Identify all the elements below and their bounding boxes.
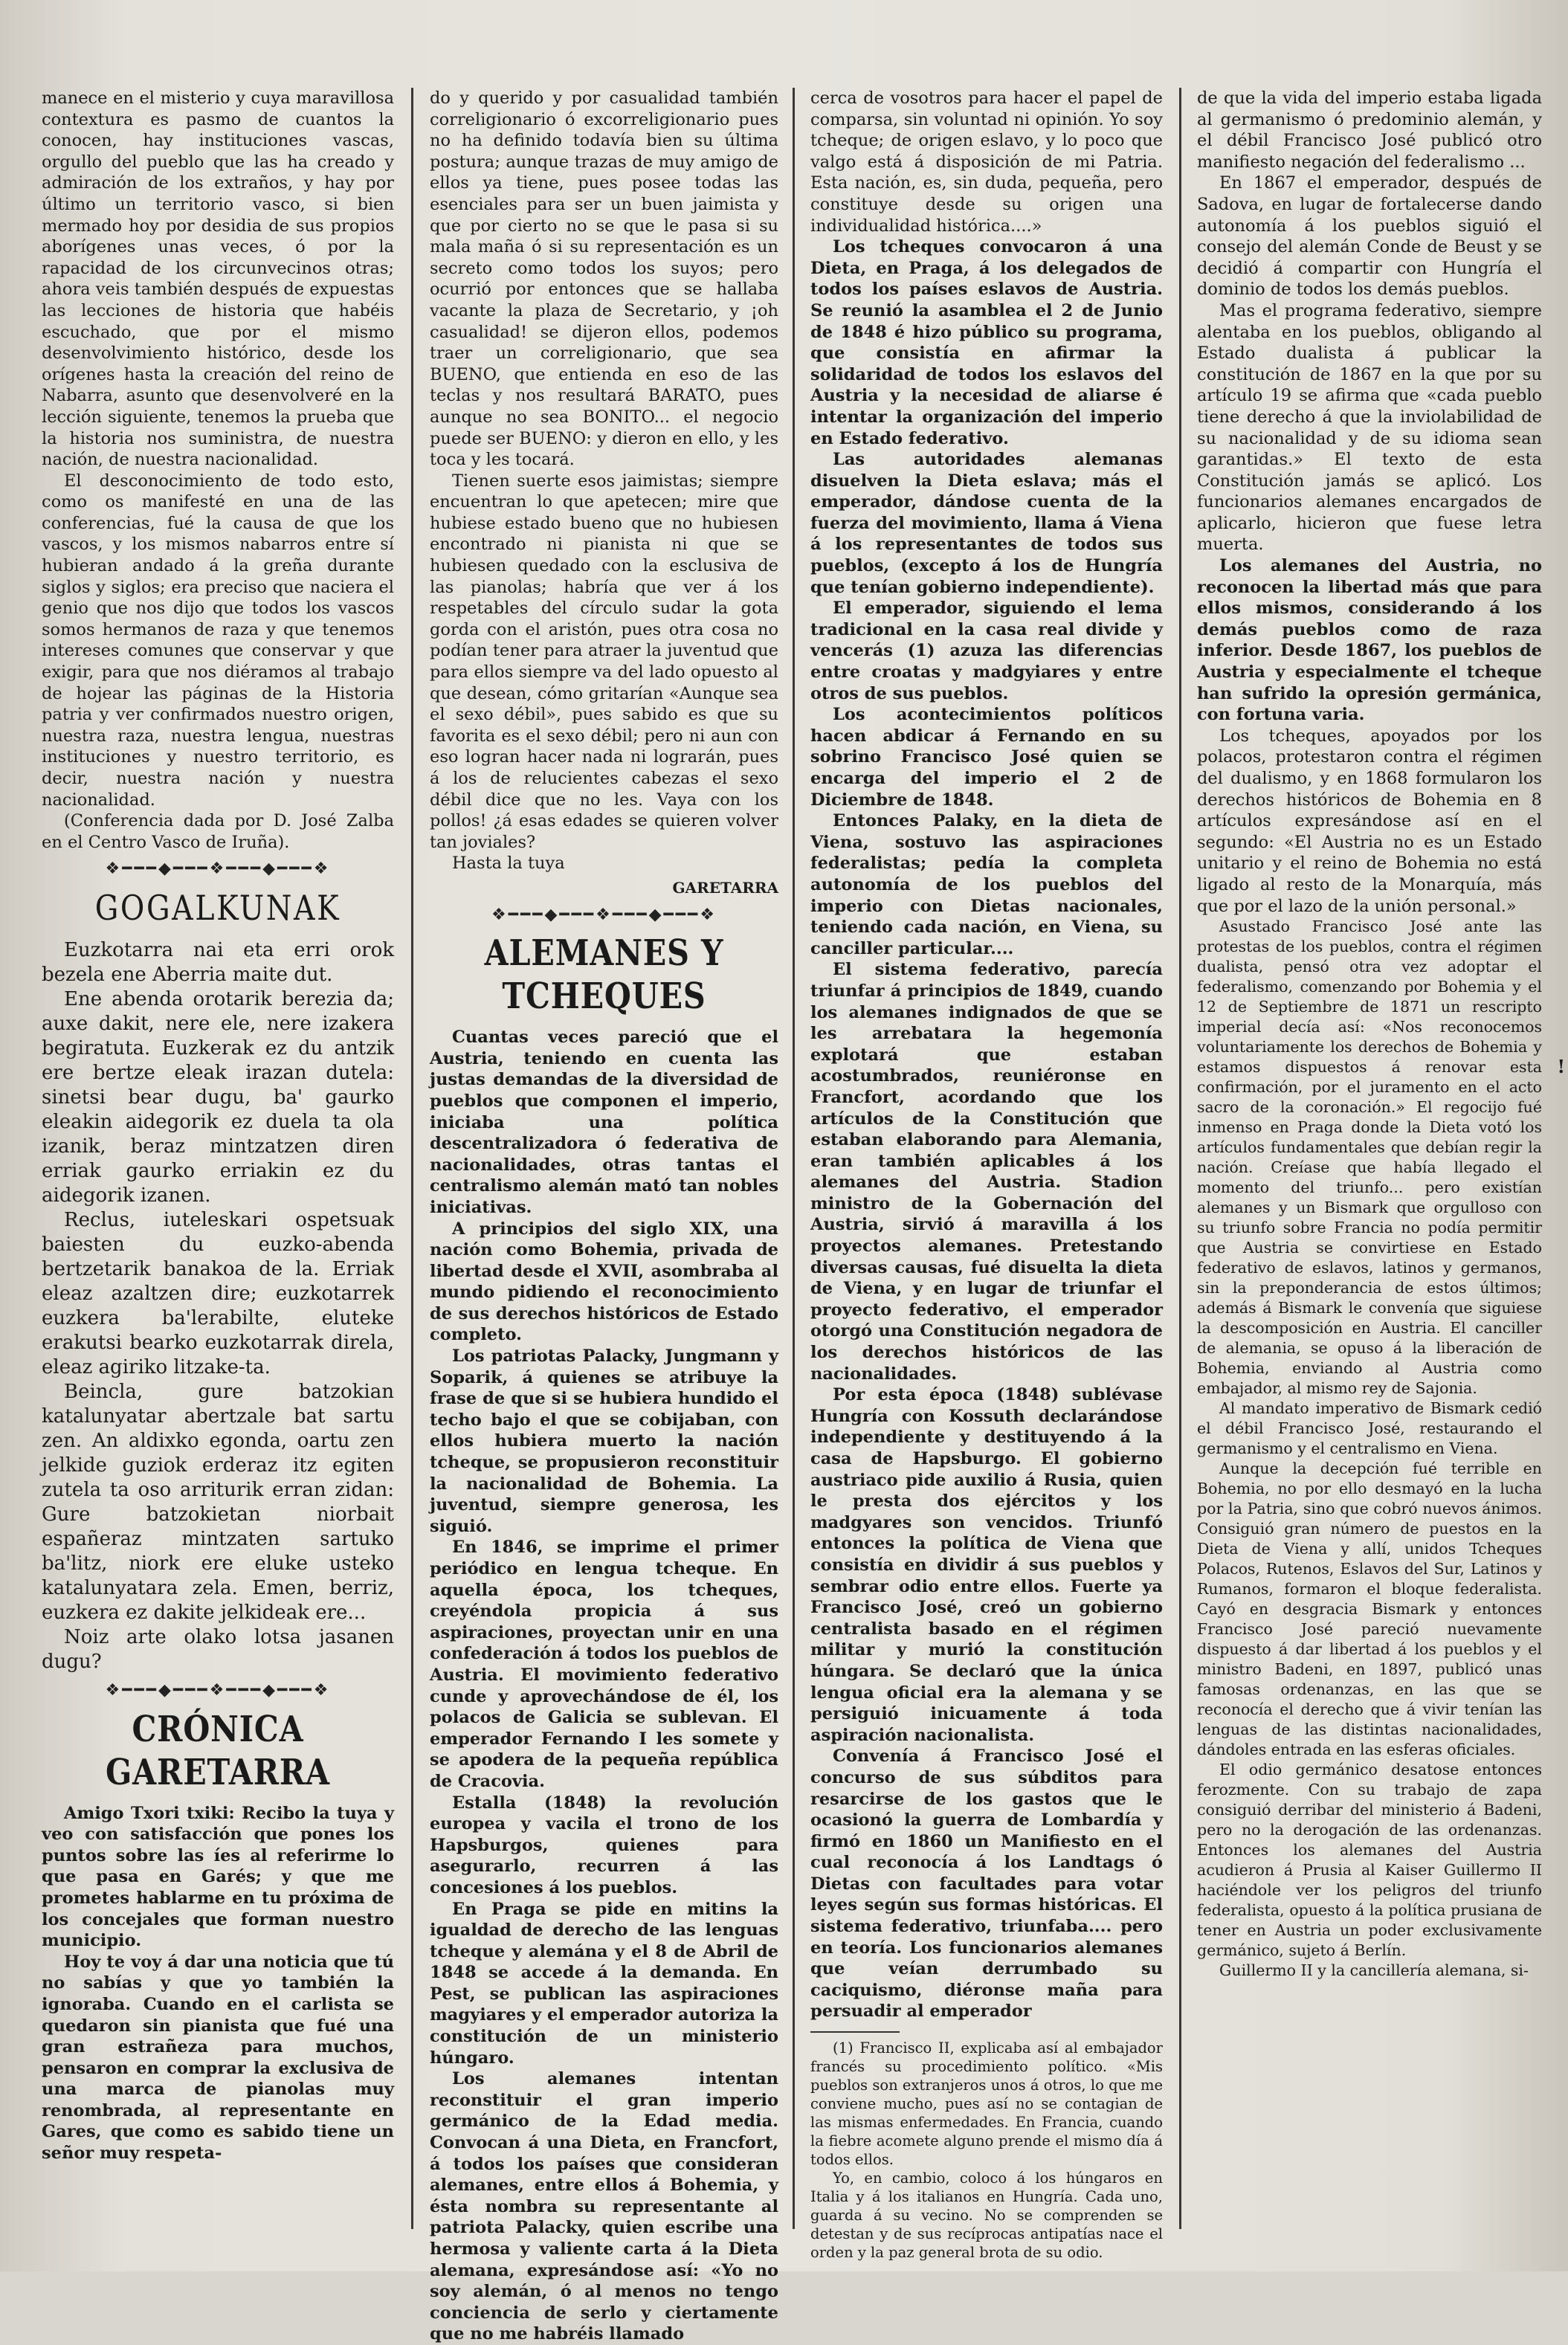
footnote: Yo, en cambio, coloco á los húngaros en Italia y á los italianos en Hungría. Cada uno, guarda á su vecino. No se comprenden se detestan y de sus recíprocas antipatías nace el orden y la paz general brota de su odio. [810, 2170, 1163, 2262]
conference-credit: (Conferencia dada por D. José Zalba en el Centro Vasco de Iruña). [42, 811, 394, 852]
paragraph: do y querido y por casualidad también correligionario ó excorreligionario pues no ha definido todavía bien su última postura; aunque trazas de muy amigo de ellos ya tiene, pues posee todas las esenciales para ser un buen jaimista y que por cierto no se que le pasa si su mala maña ó si su representación es un secreto como todos los suyos; pero ocurrió por entonces que se hallaba vacante la plaza de Secretario, y ¡oh casualidad! se dijeron ellos, podemos traer un correligionario, que sea BUENO, que entienda en eso de las teclas y nos resultará BARATO, pues aunque no sea BONITO... el negocio puede ser BUENO: y dieron en ello, y les toca y les tocará. [430, 88, 778, 470]
column-rule [411, 88, 413, 2229]
paragraph: Ene abenda orotarik berezia da; auxe dakit, nere ele, nere izakera begiratuta. Euzkerak ez du antzik ere bertze eleak irazan dutela: sinetsi bear dugu, ba' gaurko eleakin aidegorik ez duela ta ola izanik, beraz mintzatzen diren erriak gaurko erriakin ez du aidegorik izanen. [42, 987, 394, 1207]
paragraph: Los alemanes del Austria, no reconocen la libertad más que para ellos mismos, considerando á los demás pueblos como de raza inferior. Desde 1867, los pueblos de Austria y especialmente el tcheque han sufrido la opresión germánica, con fortuna varia. [1197, 556, 1542, 725]
paragraph: En Praga se pide en mitins la igualdad de derecho de las lenguas tcheque y alemána y el 8 de Abril de 1848 se accede á la demanda. En Pest, se publican las aspiraciones magyiares y el emperador autoriza la constitución de un ministerio húngaro. [430, 1899, 778, 2068]
column-rule [793, 88, 795, 2229]
paragraph: Asustado Francisco José ante las protestas de los pueblos, contra el régimen dualista, pensó otra vez adoptar el federalismo, comenzando por Bohemia y el 12 de Septiembre de 1871 un rescripto imperial decía así: «Nos reconocemos voluntariamente los derechos de Bohemia y estamos dispuestos á renovar esta confirmación, por el juramento en el acto sacro de la coronación.» El regocijo fué inmenso en Praga donde la Dieta votó los artículos fundamentales que debían regir la nación. Creíase que había llegado el momento del triunfo... pero existían alemanes y un Bismark que orgulloso con su triunfo sobre Francia no podía permitir que Austria se convirtiese en Estado federativo de eslavos, latinos y germanos, sin la preponderancia de estos últimos; además á Bismark le convenía que siguiese la descomposición en Austria. El canciller de alemania, se opuso á la liberación de Bohemia, enviando al Austria como embajador, al mismo rey de Sajonia. [1197, 917, 1542, 1398]
paragraph: Los tcheques, apoyados por los polacos, protestaron contra el régimen del dualismo, y en 1868 formularon los derechos históricos de Bohemia en 8 artículos expresándose así en el segundo: «El Austria no es un Estado unitario y el reino de Bohemia no está ligado al resto de la Monarquía, más que por el lazo de la unión personal.» [1197, 726, 1542, 916]
paragraph: Hoy te voy á dar una noticia que tú no sabías y que yo también la ignoraba. Cuando en el carlista se quedaron sin pianista que fué una gran estrañeza para muchos, pensaron en comprar la exclusiva de una marca de pianolas muy renombrada, al representante en Gares, que como es sabido tiene un señor muy respeta- [42, 1952, 394, 2164]
paragraph: Entonces Palaky, en la dieta de Viena, sostuvo las aspiraciones federalistas; pedía la completa autonomía de los pueblos del imperio con Dietas nacionales, teniendo cada nación, en Viena, su canciller particular.... [810, 811, 1163, 958]
paragraph: A principios del siglo XIX, una nación como Bohemia, privada de libertad desde el XVII, asombraba al mundo pidiendo el reconocimiento de sus derechos históricos de Estado completo. [430, 1219, 778, 1345]
paragraph: Hasta la tuya [452, 854, 565, 874]
paragraph: Los patriotas Palacky, Jungmann y Soparik, á quienes se atribuye la frase de que si se hubiera hundido el techo bajo el que se cobijaban, con ellos hubiera muerto la nación tcheque, se propusieron reconstituir la nacionalidad de Bohemia. La juventud, siempre generosa, les siguió. [430, 1346, 778, 1536]
paragraph: Los acontecimientos políticos hacen abdicar á Fernando en su sobrino Francisco José quien se encarga del imperio el 2 de Diciembre de 1848. [810, 705, 1163, 810]
column-4 [1184, 88, 1555, 2244]
column-1 [28, 88, 407, 2244]
paragraph: Convenía á Francisco José el concurso de sus súbditos para resarcirse de los gastos que le ocasionó la guerra de Lombardía y firmó en 1860 un Manifiesto en el cual reconocía á los Landtags ó Dietas con facultades para votar leyes según sus formas históricas. El sistema federativo, triunfaba.... pero en teoría. Los funcionarios alemanes que veían derrumbado su caciquismo, diéronse maña para persuadir al emperador [810, 1746, 1163, 2022]
footnote-rule [810, 2031, 900, 2033]
paragraph: El emperador, siguiendo el lema tradicional en la casa real divide y vencerás (1) azuza las diferencias entre croatas y madgyiares y entre otros de sus pueblos. [810, 599, 1163, 703]
paragraph: Los alemanes intentan reconstituir el gran imperio germánico de la Edad media. Convocan á una Dieta, en Francfort, á todos los países que consideran alemanes, entre ellos á Bohemia, y ésta nombra su representante al patriota Palacky, quien escribe una hermosa y valiente carta á la Dieta alemana, expresándose así: «Yo no soy alemán, ó al menos no tengo conciencia de serlo y ciertamente que no me habréis llamado [430, 2069, 778, 2344]
section-title-gogalkunak: GOGALKUNAK [94, 887, 341, 928]
ornament-divider [42, 1680, 394, 1702]
paragraph: Estalla (1848) la revolución europea y vacila el trono de los Hapsburgos, quienes para asegurarlo, recurren á las concesiones á los pueblos. [430, 1793, 778, 1897]
column-3 [797, 88, 1176, 2262]
ornament-divider [42, 859, 394, 880]
footnote: (1) Francisco II, explicaba así al embajador francés su procedimiento político. «Mis pueblos son extranjeros unos á otros, lo que me conviene mucho, pues así no se contagian de las mismas enfermedades. En Francia, cuando la fiebre acomete alguno prende el mismo día á todos ellos. [810, 2039, 1163, 2169]
section-title-alemanes: ALEMANES Y TCHEQUES [484, 932, 724, 1018]
paragraph: Noiz arte olako lotsa jasanen dugu? [42, 1625, 394, 1673]
paragraph: Las autoridades alemanas disuelven la Dieta eslava; más el emperador, dándose cuenta de la fuerza del movimiento, llama á Viena á los representantes de todos sus pueblos, (excepto á los de Hungría que tenían gobierno independiente). [810, 450, 1163, 597]
ornament-divider [430, 905, 778, 926]
paragraph: de que la vida del imperio estaba ligada al germanismo ó predominio alemán, y el débil Francisco José publicó otro manifiesto negación del federalismo ... [1197, 88, 1542, 172]
paragraph: Mas el programa federativo, siempre alentaba en los pueblos, obligando al Estado dualista á publicar la constitución de 1867 en la que por su artículo 19 se afirma que «cada pueblo tiene derecho á que la inviolabilidad de su nacionalidad y de su idioma sean garantidas.» El texto de esta Constitución jamás se aplicó. Los funcionarios alemanes encargados de aplicarlo, hicieron que fuese letra muerta. [1197, 300, 1542, 555]
paragraph: Al mandato imperativo de Bismark cedió el débil Francisco José, restaurando el germanismo y el centralismo en Viena. [1197, 1399, 1542, 1458]
paragraph: En 1867 el emperador, después de Sadova, en lugar de fortalecerse dando autonomía á los pueblos siguió el consejo del alemán Conde de Beust y se decidió á compartir con Hungría el dominio de todos los demás pueblos. [1197, 173, 1542, 300]
paragraph: Beincla, gure batzokian katalunyatar abertzale bat sartu zen. An aldixko egonda, oartu zen jelkide guziok erderaz itz egiten zutela ta oso arriturik erran zidan: Gure batzokietan niorbait españeraz mintzaten sartuko ba'litz, niork ere eluke usteko katalunyatara zela. Emen, berriz, euzkera ez dakite jelkideak ere... [42, 1380, 394, 1624]
paragraph: Tienen suerte esos jaimistas; siempre encuentran lo que apetecen; mire que hubiese estado bueno que no hubiesen encontrado ni pianista ni que se hubiesen quedado con la esclusiva de las pianolas; habría que ver á los respetables del círculo sudar la gota gorda con el aristón, pues otra cosa no podían tener para atraer la juventud que para ellos siempre va del lado opuesto al que desean, cómo gritarían «Aunque sea el sexo débil», pues sabido es que su favorita es el sexo débil; pero ni aun con eso logran hacer nada ni lograrán, pues á los de relucientes cabezas el sexo débil dice que no les. Vaya con los pollos! ¿á esas edades se quieren volver tan joviales? [430, 471, 778, 852]
paragraph: manece en el misterio y cuya maravillosa contextura es pasmo de cuantos la conocen, hay instituciones vascas, orgullo del pueblo que las ha creado y admiración de los extraños, y hay por último un territorio vasco, si bien mermado hoy por desidia de sus propios aborígenes unas veces, ó por la rapacidad de los circunvecinos otras; ahora veis también después de expuestas las lecciones de historia que habéis escuchado, que por el mismo desenvolvimiento histórico, desde los orígenes hasta la creación del reino de Nabarra, asunto que desenvolveré en la lección siguiente, tenemos la prueba que la historia nos suministra, de nuestra nación, de nuestra nacionalidad. [42, 88, 394, 470]
paragraph: Euzkotarra nai eta erri orok bezela ene Aberria maite dut. [42, 938, 394, 986]
paragraph: En 1846, se imprime el primer periódico en lengua tcheque. En aquella época, los tcheques, creyéndola propicia á sus aspiraciones, proyectan unir en una confederación á todos los pueblos de Austria. El movimiento federativo cunde y aprovechándose de él, los polacos de Galicia se sublevan. El emperador Fernando I les somete y se apodera de la pequeña república de Cracovia. [430, 1538, 778, 1791]
column-2 [416, 88, 792, 2344]
margin-mark: ! [1557, 1056, 1565, 1077]
paragraph: El desconocimiento de todo esto, como os manifesté en una de las conferencias, fué la causa de que los vascos, y los mismos nabarros entre sí hubieran andado á la greña durante siglos y siglos; era preciso que naciera el genio que nos dijo que todos los vascos somos hermanos de raza y que tenemos intereses comunes que conservar y que exigir, para que nos diéramos al trabajo de hojear las páginas de la Historia patria y ver confirmados nuestro origen, nuestra raza, nuestra lengua, nuestras instituciones y nuestro territorio, es decir, nuestra nación y nuestra nacionalidad. [42, 471, 394, 810]
paragraph: Cuantas veces pareció que el Austria, teniendo en cuenta las justas demandas de la diversidad de pueblos que componen el imperio, iniciaba una política descentralizadora ó federativa de nacionalidades, otras tantas el centralismo alemán mató tan nobles iniciativas. [430, 1028, 778, 1217]
paragraph: cerca de vosotros para hacer el papel de comparsa, sin voluntad ni opinión. Yo soy tcheque; de origen eslavo, y lo poco que valgo está á disposición de mi Patria. Esta nación, es, sin duda, pequeña, pero constituye desde su origen una individualidad histórica....» [810, 88, 1163, 236]
section-title-cronica: CRÓNICA GARETARRA [106, 1708, 330, 1793]
column-rule [1179, 88, 1181, 2229]
paragraph: Los tcheques convocaron á una Dieta, en Praga, á los delegados de todos los países eslavos de Austria. Se reunió la asamblea el 2 de Junio de 1848 é hizo público su programa, que consistía en afirmar la solidaridad de todos los eslavos del Austria y la necesidad de aliarse é intentar la organización del imperio en Estado federativo. [810, 237, 1163, 448]
paragraph: Amigo Txori txiki: Recibo la tuya y veo con satisfacción que pones los puntos sobre las íes al referirme lo que pasa en Garés; y que me prometes hablarme en tu próxima de los concejales que forman nuestro municipio. [42, 1803, 394, 1951]
signature: GARETARRA [672, 878, 778, 897]
paragraph: El odio germánico desatose entonces ferozmente. Con su trabajo de zapa consiguió derribar del ministerio á Badeni, pero no la derogación de las ordenanzas. Entonces los alemanes del Austria acudieron á Prusia al Kaiser Guillermo II haciéndole ver los peligros del triunfo federalista, opuesto á la política prusiana de tener en Austria un poder exclusivamente germánico, sujeto á Berlín. [1197, 1761, 1542, 1960]
paragraph: Aunque la decepción fué terrible en Bohemia, no por ello desmayó en la lucha por la Patria, sino que cobró nuevos ánimos. Consiguió gran número de puestos en la Dieta de Viena y allí, unidos Tcheques Polacos, Rutenos, Eslavos del Sur, Latinos y Rumanos, formaron el bloque federalista. Cayó en desgracia Bismark y entonces Francisco José pareció nuevamente dispuesto á dar libertad á los pueblos y el ministro Badeni, en 1897, publicó unas famosas ordenanzas, en las que se reconocía el derecho que á vivir tenían las lenguas de las distintas nacionalidades, dándoles entrada en las esferas oficiales. [1197, 1459, 1542, 1759]
paragraph: Reclus, iuteleskari ospetsuak baiesten du euzko-abenda bertzetarik banakoa de la. Erriak eleaz azaltzen dire; euzkotarrek euzkera ba'lerabilte, eluteke erakutsi bearko euzkotarrak direla, eleaz agiriko litzake-ta. [42, 1208, 394, 1378]
paragraph: Guillermo II y la cancillería alemana, si- [1219, 1961, 1529, 1980]
paragraph: Por esta época (1848) sublévase Hungría con Kossuth declarándose independiente y destituyendo á la casa de Hapsburgo. El gobierno austriaco pide auxilio á Rusia, quien le presta dos ejércitos y los madgyares son vencidos. Triunfó entonces la política de Viena que consistía en dividir á sus pueblos y sembrar odio entre ellos. Fuerte ya Francisco José, creó un gobierno centralista basado en el régimen militar y murió la constitución húngara. Se declaró que la única lengua oficial era la alemana y se persiguió inicuamente á toda aspiración nacionalista. [810, 1385, 1163, 1745]
paragraph: El sistema federativo, parecía triunfar á principios de 1849, cuando los alemanes indignados de que se les arrebatara la hegemonía explotará que estaban acostumbrados, reuniéronse en Francfort, acordando que los artículos de la Constitución que estaban elaborando para Alemania, eran también aplicables á los alemanes del Austria. Stadion ministro de la Gobernación del Austria, sirvió á maravilla á los proyectos alemanes. Pretestando diversas causas, fué disuelta la dieta de Viena, y en lugar de triunfar el proyecto federativo, el emperador otorgó una Constitución negadora de los derechos históricos de las nacionalidades. [810, 960, 1163, 1384]
